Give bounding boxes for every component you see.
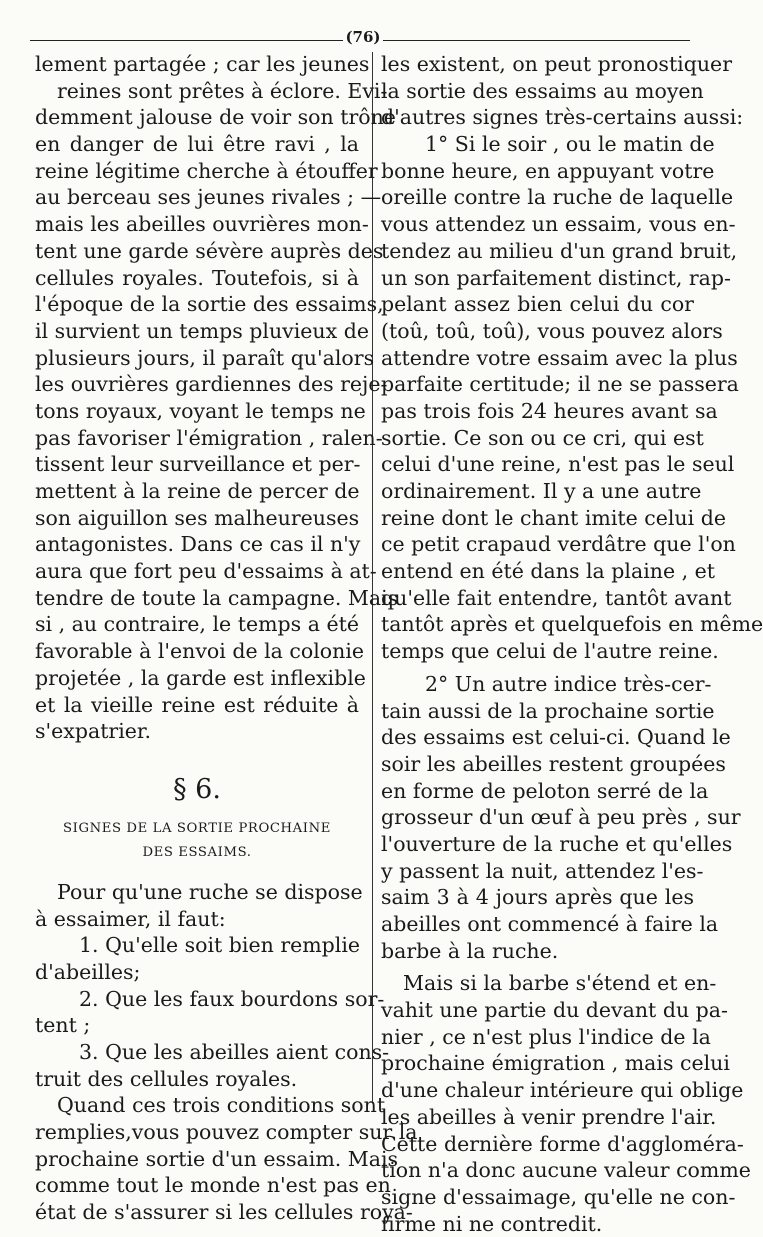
text-line: sortie. Ce son ou ce cri, qui est (381, 425, 704, 450)
text-line: d'une chaleur intérieure qui oblige (381, 1078, 744, 1103)
text-line: tissent leur surveillance et per- (35, 452, 361, 477)
text-line: temps que celui de l'autre reine. (381, 639, 719, 664)
text-line: les existent, on peut pronostiquer (381, 52, 732, 76)
header-rule-left (30, 40, 343, 41)
text-line: oreille contre la ruche de laquelle (381, 185, 734, 210)
text-line: parfaite certitude; il ne se passera (381, 372, 739, 397)
text-line: comme tout le monde n'est pas en (35, 1173, 391, 1198)
spacer (35, 745, 359, 765)
header-rule-right (383, 40, 690, 41)
text-line: pelant assez bien celui du cor (381, 292, 694, 317)
text-line: lement partagée ; car les jeunes (35, 52, 370, 76)
text-line: des essaims est celui-ci. Quand le (381, 725, 731, 750)
text-line: reine dont le chant imite celui de (381, 505, 726, 530)
text-line: tendre de toute la campagne. Mais (35, 585, 399, 610)
text-line: qu'elle fait entendre, tantôt avant (381, 585, 732, 610)
paragraph (35, 1092, 418, 1225)
text-line: tendez au milieu d'un grand bruit, (381, 238, 738, 263)
text-line: pas favoriser l'émigration , ralen- (35, 425, 383, 450)
text-line: Mais si la barbe s'étend et en- (403, 971, 717, 996)
list-item (35, 1039, 390, 1092)
paragraph (35, 879, 363, 932)
text-line: celui d'une reine, n'est pas le seul (381, 452, 735, 477)
text-line: 3. Que les abeilles aient cons- (79, 1040, 390, 1064)
text-line: son aiguillon ses malheureuses (35, 505, 360, 530)
text-line: remplies,vous pouvez compter sur la (35, 1120, 418, 1145)
text-line: d'abeilles; (35, 959, 141, 984)
text-line: ce petit crapaud verdâtre que l'on (381, 532, 736, 557)
text-line: nier , ce n'est plus l'indice de la (381, 1024, 711, 1049)
text-line: antagonistes. Dans ce cas il n'y (35, 532, 361, 557)
text-line: les ouvrières gardiennes des reje- (35, 372, 388, 397)
paragraph (381, 131, 763, 665)
text-line: tain aussi de la prochaine sortie (381, 698, 715, 723)
text-line: vahit une partie du devant du pa- (381, 998, 728, 1023)
text-line: projetée , la garde est inflexible (35, 665, 366, 690)
section-number: § 6. (173, 773, 221, 805)
text-line: prochaine émigration , mais celui (381, 1051, 730, 1076)
text-line: 2° Un autre indice très-cer- (425, 671, 712, 696)
text-line: en forme de peloton serré de la (381, 778, 709, 803)
paragraph (381, 970, 751, 1237)
text-line: saim 3 à 4 jours après que les (381, 885, 694, 910)
text-line: à essaimer, il faut: (35, 906, 226, 931)
text-line: il survient un temps pluvieux de (35, 318, 369, 343)
text-line: vous attendez un essaim, vous en- (381, 212, 736, 237)
text-line: grosseur d'un œuf à peu près , sur (381, 805, 741, 830)
text-line: ordinairement. Il y a une autre (381, 479, 702, 503)
text-line: tent une garde sévère auprès des (35, 238, 384, 263)
text-line: tons royaux, voyant le temps ne (35, 398, 366, 423)
text-line: abeilles ont commencé à faire la (381, 912, 719, 936)
text-line: truit des cellules royales. (35, 1066, 298, 1091)
left-column (35, 51, 418, 1226)
text-line: état de s'assurer si les cellules roya- (35, 1200, 413, 1225)
text-line: cellules royales. Toutefois, si à (35, 265, 359, 290)
list-item (35, 932, 359, 985)
paragraph (381, 51, 744, 131)
text-line: tion n'a donc aucune valeur comme (381, 1158, 751, 1183)
text-line: au berceau ses jeunes rivales ; — (35, 185, 382, 210)
text-line: prochaine sortie d'un essaim. Mais (35, 1146, 399, 1171)
text-line: s'expatrier. (35, 719, 151, 744)
text-line: en danger de lui être ravi , la (35, 132, 359, 157)
text-line: y passent la nuit, attendez l'es- (381, 858, 704, 883)
text-line: si , au contraire, le temps a été (35, 612, 359, 637)
text-line: Pour qu'une ruche se dispose (57, 879, 363, 904)
text-line: mettent à la reine de percer de (35, 479, 360, 503)
text-line: soir les abeilles restent groupées (381, 751, 726, 776)
text-line: 2. Que les faux bourdons sor- (79, 986, 385, 1011)
text-line: mais les abeilles ouvrières mon- (35, 212, 369, 237)
text-line: demment jalouse de voir son trône (35, 105, 396, 130)
right-column (381, 51, 763, 1237)
text-line: et la vieille reine est réduite à (35, 692, 359, 717)
text-line: Cette dernière forme d'aggloméra- (381, 1131, 744, 1156)
text-line: barbe à la ruche. (381, 938, 559, 963)
text-line: l'époque de la sortie des essaims, (35, 292, 384, 317)
text-line: signe d'essaimage, qu'elle ne con- (381, 1184, 736, 1209)
text-line: attendre votre essaim avec la plus (381, 345, 738, 370)
text-line: Quand ces trois conditions sont (57, 1093, 386, 1118)
page-header (0, 20, 725, 50)
section-heading: DES ESSAIMS. (142, 844, 252, 860)
text-line: reine légitime cherche à étouffer (35, 158, 378, 183)
text-line: l'ouverture de la ruche et qu'elles (381, 831, 733, 856)
text-line: aura que fort peu d'essaims à at- (35, 559, 377, 584)
text-line: firme ni ne contredit. (381, 1211, 603, 1236)
page-number: (76) (345, 28, 381, 46)
text-line: entend en été dans la plaine , et (381, 559, 716, 584)
text-line: tantôt après et quelquefois en même (381, 612, 763, 637)
text-line: 1. Qu'elle soit bien remplie (79, 933, 361, 958)
text-line: tent ; (35, 1013, 91, 1038)
text-line: un son parfaitement distinct, rap- (381, 265, 731, 290)
text-line: (toû, toû, toû), vous pouvez alors (381, 318, 723, 343)
text-line: pas trois fois 24 heures avant sa (381, 398, 718, 423)
paragraph (381, 671, 741, 965)
text-line: favorable à l'envoi de la colonie (35, 639, 365, 664)
section-heading: SIGNES DE LA SORTIE PROCHAINE (63, 820, 331, 836)
list-item (35, 986, 385, 1039)
text-line: plusieurs jours, il paraît qu'alors (35, 345, 375, 370)
text-line: la sortie des essaims au moyen (381, 78, 704, 103)
text-line: les abeilles à venir prendre l'air. (381, 1104, 717, 1129)
paragraph (35, 51, 399, 745)
text-line: d'autres signes très-certains aussi: (381, 105, 744, 130)
text-line: 1° Si le soir , ou le matin de (425, 132, 715, 157)
text-line: bonne heure, en appuyant votre (381, 158, 715, 183)
text-line: reines sont prêtes à éclore. Evi- (57, 78, 388, 103)
